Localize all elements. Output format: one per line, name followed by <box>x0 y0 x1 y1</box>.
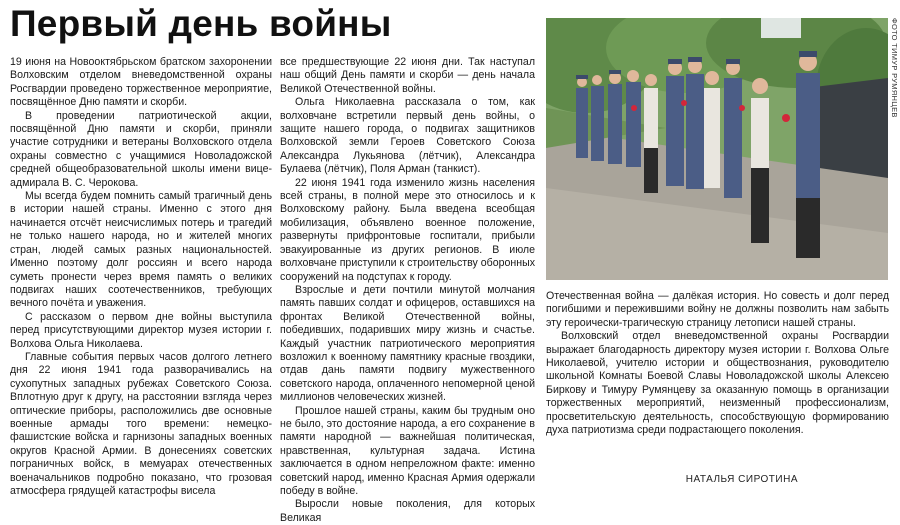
paragraph: Ольга Николаевна рассказала о том, как волховчане встретили первый день войны, о защите нашего города, о подвигах защитников Волховской земли Героев Советского Союза Александра Лукьянова (лётчик), Александра Булаева (лётчик), Поля Арман (танкист). <box>280 96 535 176</box>
paragraph: В проведении патриотической акции, посвящённой Дню памяти и скорби, приняли участие сотрудники и ветераны Волховского отдела охраны совместно с учащимися Новоладожской средней общеобразовательной школы имени вице-адмирала В. С. Черокова. <box>10 109 272 189</box>
paragraph: Волховский отдел вневедомственной охраны Росгвардии выражает благодарность директору музея истории г. Волхова Ольге Николаевой, учителю истории и обществознания, руководителю школьной Комнаты Боевой Славы Новоладожской школы Алексею Биркову и Тимуру Румянцеву за оказанную помощь в организации торжественных мероприятий, неизменный профессионализм, просветительскую деятельность, способствующую формированию духа патриотизма среди подрастающего поколения. <box>546 330 889 437</box>
article-column-1 <box>10 56 272 498</box>
paragraph: 22 июня 1941 года изменило жизнь населения всей страны, в полной мере это относилось и к Волховскому району. Была введена всеобщая мобилизация, объявлено военное положение, развернуты прифронтовые госпитали, прибыли эвакуированные из других регионов. В июле волховчане приступили к строительству оборонных сооружений на подступах к городу. <box>280 176 535 283</box>
paragraph: Отечественная война — далёкая история. Но совесть и долг перед погибшими и пережившими войну не должны позволить нам забыть эту героически-трагическую страницу летописи нашей страны. <box>546 290 889 329</box>
paragraph: все предшествующие 22 июня дни. Так наступал наш общий День памяти и скорби — день начала Великой Отечественной войны. <box>280 56 535 95</box>
paragraph: Выросли новые поколения, для которых Великая <box>280 498 535 524</box>
headline: Первый день войны <box>10 3 392 44</box>
photo-credit-text: ФОТО ТИМУР РУМЯНЦЕВ <box>890 18 899 118</box>
author-byline: НАТАЛЬЯ СИРОТИНА <box>685 474 798 485</box>
paragraph: С рассказом о первом дне войны выступила перед присутствующими директор музея истории г. Волхова Ольга Николаева. <box>10 310 272 350</box>
ceremony-photo <box>546 18 888 280</box>
article-column-3 <box>546 290 889 437</box>
paragraph: Главные события первых часов долгого летнего дня 22 июня 1941 года разворачивались на сухопутных западных рубежах Советского Союза. Вплотную друг к другу, на расстоянии взгляда через оптические приборы, расположились две основные военные армады того времени: немецко-фашистские войска и гарнизоны западных военных округов Красной Армии. В донесениях советских пограничных войск, в мемуарах отечественных военачальников подробно показано, что грозовая атмосфера грядущей катастрофы висела <box>10 350 272 497</box>
paragraph: Прошлое нашей страны, каким бы трудным оно не было, это достояние народа, а его сохранение в памяти народной — важнейшая политическая, нравственная, культурная задача. Истина заключается в одном непреложном факте: именно советский народ, именно Красная Армия одержали победу в войне. <box>280 404 535 497</box>
photo-credit <box>888 18 900 280</box>
paragraph: Мы всегда будем помнить самый трагичный день в истории нашей страны. Именно с этого дня начинается отсчёт неисчислимых потерь и трагедий не только нашего народа, но и жителей многих стран, людей самых разных национальностей. Именно поэтому долг россиян и всего народа суметь пронести через время память о великих подвигах наших соотечественников, требующих вечного почёта и уважения. <box>10 190 272 310</box>
photo-illustration <box>546 18 888 280</box>
paragraph: 19 июня на Новооктябрьском братском захоронении Волховским отделом вневедомственной охраны Росгвардии проведено торжественное мероприятие, посвящённое Дню памяти и скорби. <box>10 56 272 109</box>
article-column-2 <box>280 56 535 525</box>
paragraph: Взрослые и дети почтили минутой молчания память павших солдат и офицеров, оставшихся на фронтах Великой Отечественной войны, победивших, подаривших миру жизнь и счастье. Каждый участник патриотического мероприятия возложил к военному памятнику красные гвоздики, отдав дань памяти подвигу мужественного советского народа, оплаченного непомерной ценой миллионов человеческих жизней. <box>280 283 535 404</box>
